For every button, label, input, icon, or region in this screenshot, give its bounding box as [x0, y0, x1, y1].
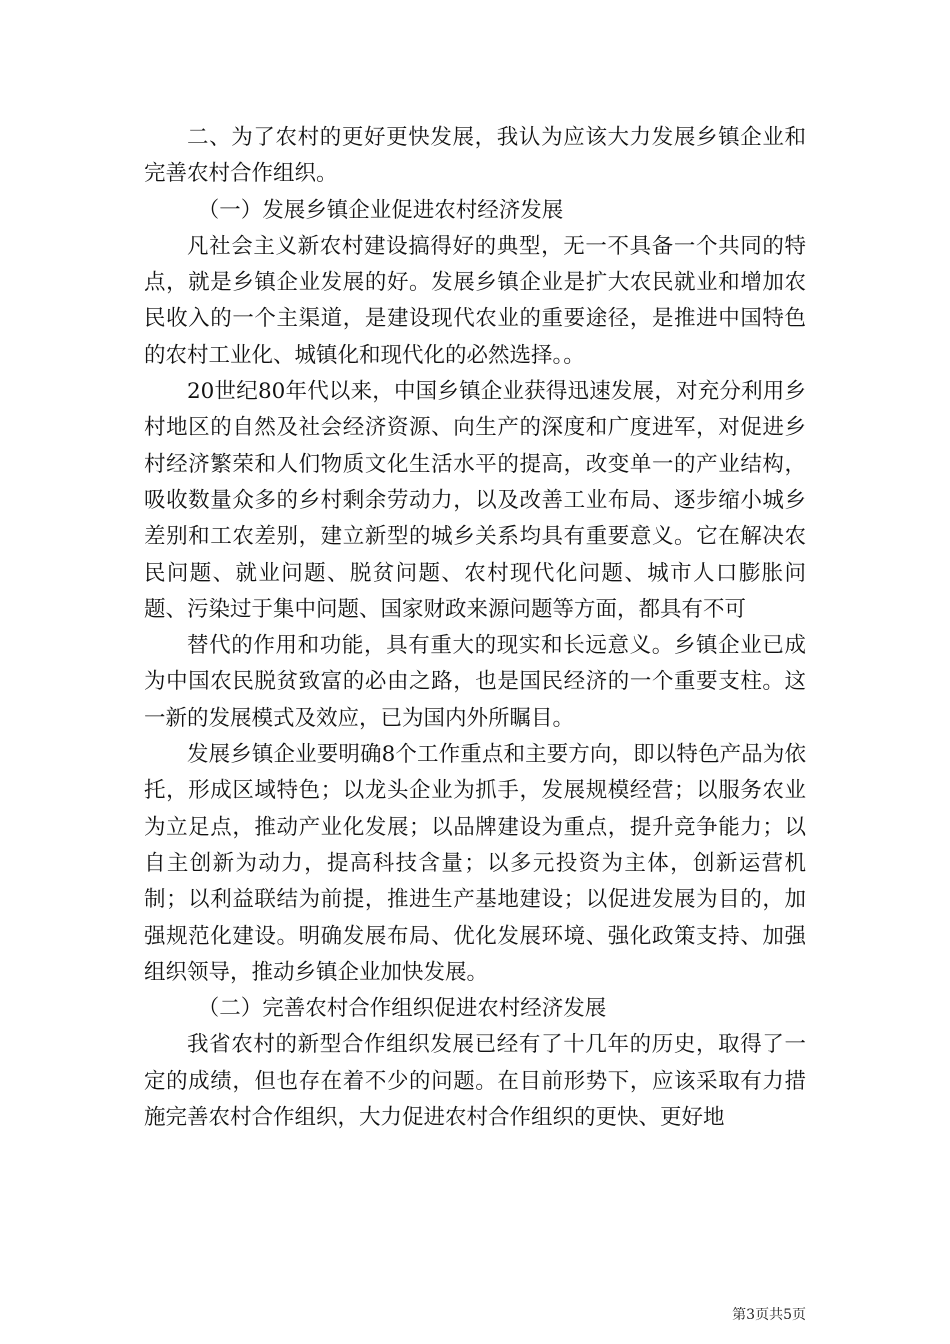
page-number: 第3页共5页: [732, 1307, 806, 1323]
document-body: [144, 120, 806, 1136]
paragraph-section-two: 二、为了农村的更好更快发展，我认为应该大力发展乡镇企业和完善农村合作组织。: [144, 125, 806, 187]
paragraph-irreplaceable-role: 替代的作用和功能，具有重大的现实和长远意义。乡镇企业已成为中国农民脱贫致富的必由之路，也是国民经济的一个重要支柱。这一新的发展模式及效应，已为国内外所瞩目。: [144, 633, 806, 731]
subheading-one: （一）发展乡镇企业促进农村经济发展: [197, 197, 564, 223]
paragraph-since-1980s: 20世纪80年代以来，中国乡镇企业获得迅速发展，对充分利用乡村地区的自然及社会经济资源、向生产的深度和广度进军，对促进乡村经济繁荣和人们物质文化生活水平的提高，改变单一的产业结构，吸收数量众多的乡村剩余劳动力，以及改善工业布局、逐步缩小城乡差别和工农差别，建立新型的城乡关系均具有重要意义。它在解决农民问题、就业问题、脱贫问题、农村现代化问题、城市人口膨胀问题、污染过于集中问题、国家财政来源问题等方面，都具有不可: [144, 379, 806, 622]
paragraph-cooperative-organizations: 我省农村的新型合作组织发展已经有了十几年的历史，取得了一定的成绩，但也存在着不少的问题。在目前形势下，应该采取有力措施完善农村合作组织，大力促进农村合作组织的更快、更好地: [144, 1032, 806, 1131]
paragraph-eight-priorities: 发展乡镇企业要明确8个工作重点和主要方向，即以特色产品为依托，形成区域特色；以龙头企业为抓手，发展规模经营；以服务农业为立足点，推动产业化发展；以品牌建设为重点，提升竞争能力；以自主创新为动力，提高科技含量；以多元投资为主体，创新运营机制；以利益联结为前提，推进生产基地建设；以促进发展为目的，加强规范化建设。明确发展布局、优化发展环境、强化政策支持、加强组织领导，推动乡镇企业加快发展。: [144, 742, 806, 985]
subheading-two: （二）完善农村合作组织促进农村经济发展: [197, 996, 607, 1022]
paragraph-typical-features: 凡社会主义新农村建设搞得好的典型，无一不具备一个共同的特点，就是乡镇企业发展的好。发展乡镇企业是扩大农民就业和增加农民收入的一个主渠道，是建设现代农业的重要途径，是推进中国特色的农村工业化、城镇化和现代化的必然选择。。: [144, 233, 806, 368]
